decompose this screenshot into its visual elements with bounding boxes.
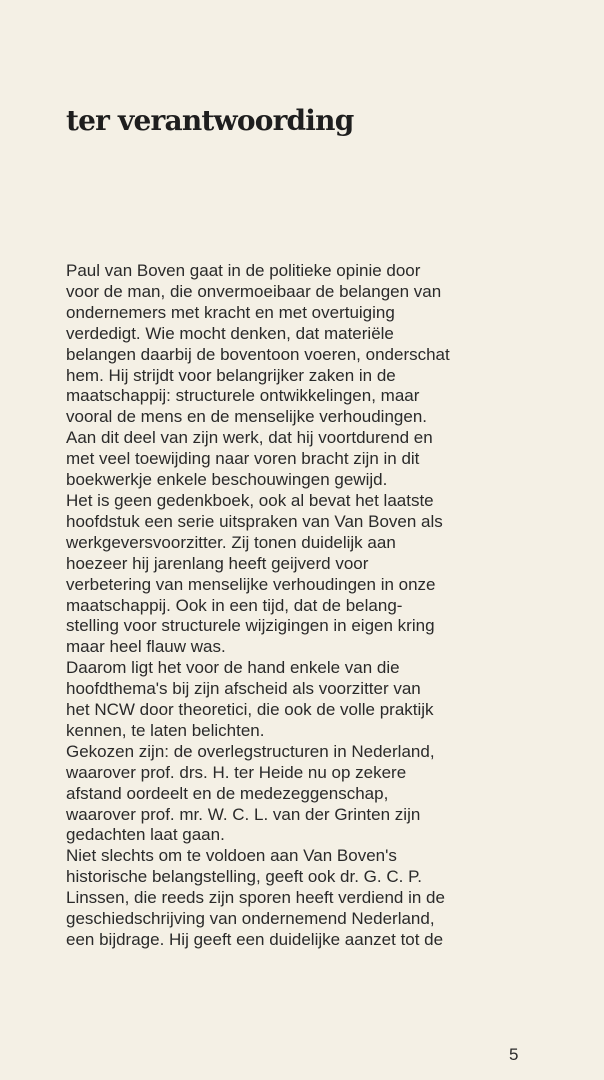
text-line: het NCW door theoretici, die ook de volle praktijk	[66, 700, 434, 720]
text-line: maatschappij. Ook in een tijd, dat de belang-	[66, 595, 403, 615]
text-line: hem. Hij strijdt voor belangrijker zaken in de	[66, 365, 396, 385]
text-line: Niet slechts om te voldoen aan Van Boven's	[66, 846, 397, 866]
text-line: waarover prof. drs. H. ter Heide nu op zekere	[66, 762, 407, 782]
body-text	[66, 261, 596, 951]
text-line: stelling voor structurele wijzigingen in eigen kring	[66, 616, 435, 636]
text-line: gedachten laat gaan.	[66, 825, 225, 845]
text-line: maatschappij: structurele ontwikkelingen, maar	[66, 386, 420, 406]
text-line: werkgeversvoorzitter. Zij tonen duidelijk aan	[66, 532, 396, 552]
text-line: hoezeer hij jarenlang heeft geijverd voor	[66, 553, 369, 573]
text-line: maar heel flauw was.	[66, 637, 226, 657]
text-line: waarover prof. mr. W. C. L. van der Grinten zijn	[66, 804, 421, 824]
text-line: boekwerkje enkele beschouwingen gewijd.	[66, 470, 388, 490]
text-line: belangen daarbij de boventoon voeren, onderschat	[66, 344, 450, 364]
chapter-title: ter verantwoording	[66, 104, 354, 137]
page-number: 5	[509, 1045, 519, 1064]
text-line: historische belangstelling, geeft ook dr. G. C. P.	[66, 867, 422, 887]
text-line: verdedigt. Wie mocht denken, dat materiële	[66, 323, 394, 343]
text-line: Daarom ligt het voor de hand enkele van die	[66, 658, 400, 678]
text-line: Linssen, die reeds zijn sporen heeft verdiend in de	[66, 888, 445, 908]
text-line: ondernemers met kracht en met overtuiging	[66, 302, 395, 322]
text-line: voor de man, die onvermoeibaar de belangen van	[66, 281, 442, 301]
text-line: verbetering van menselijke verhoudingen in onze	[66, 574, 436, 594]
text-line: geschiedschrijving van ondernemend Nederland,	[66, 909, 435, 929]
text-line: een bijdrage. Hij geeft een duidelijke aanzet tot de	[66, 930, 444, 949]
text-line: Aan dit deel van zijn werk, dat hij voortdurend en	[66, 428, 433, 448]
text-line: Paul van Boven gaat in de politieke opinie door	[66, 261, 421, 280]
text-line: hoofdstuk een serie uitspraken van Van Boven als	[66, 511, 443, 531]
text-line: kennen, te laten belichten.	[66, 720, 265, 740]
text-line: vooral de mens en de menselijke verhoudingen.	[66, 407, 428, 427]
text-line: hoofdthema's bij zijn afscheid als voorzitter van	[66, 679, 421, 699]
text-line: Gekozen zijn: de overlegstructuren in Nederland,	[66, 741, 435, 761]
text-line: met veel toewijding naar voren bracht zijn in dit	[66, 449, 420, 469]
text-line: afstand oordeelt en de medezeggenschap,	[66, 783, 389, 803]
text-line: Het is geen gedenkboek, ook al bevat het laatste	[66, 490, 434, 510]
